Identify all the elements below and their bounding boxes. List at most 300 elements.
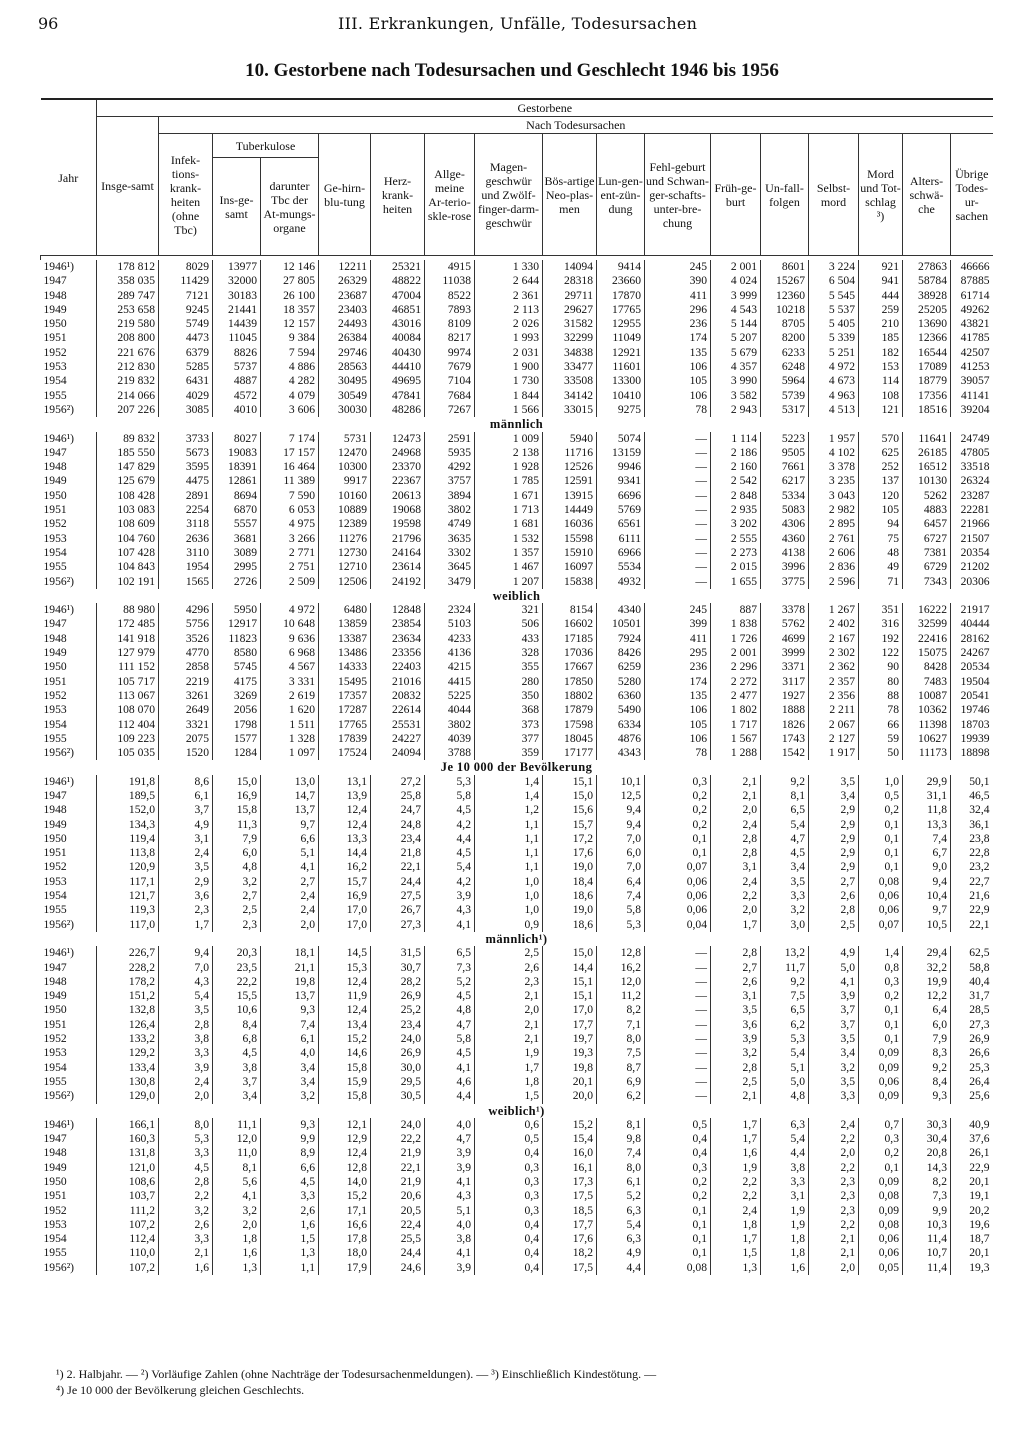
table-row	[41, 1232, 993, 1246]
col-header-unfallfolgen: Un-fall-folgen	[761, 134, 809, 256]
value-cell: 3302	[425, 546, 475, 560]
footnote-line-1: ¹) 2. Halbjahr. — ²) Vorläufige Zahlen (ohne Nachträge der Todesursachenmeldungen). — ³) Einschließlich Kindestötung. —	[56, 1367, 657, 1381]
value-cell: 226,7	[97, 946, 159, 960]
value-cell: 3110	[159, 546, 213, 560]
value-cell: 104 760	[97, 532, 159, 546]
value-cell: 21966	[951, 517, 993, 531]
value-cell: 17524	[319, 746, 371, 760]
value-cell: 8200	[761, 331, 809, 345]
section-label-row	[41, 1104, 993, 1118]
value-cell: 8522	[425, 289, 475, 303]
value-cell: 24,7	[371, 803, 425, 817]
value-cell: 2 943	[711, 403, 761, 417]
table-row	[41, 675, 993, 689]
value-cell: 21917	[951, 603, 993, 617]
value-cell: 47004	[371, 289, 425, 303]
value-cell: 90	[859, 660, 903, 674]
table-row	[41, 403, 993, 417]
value-cell: 1,8	[475, 1075, 543, 1089]
value-cell: 2,6	[809, 889, 859, 903]
value-cell: 4,5	[159, 1161, 213, 1175]
value-cell: 7267	[425, 403, 475, 417]
value-cell: 3 606	[261, 403, 319, 417]
value-cell: 17,2	[543, 832, 597, 846]
value-cell: 32,4	[951, 803, 993, 817]
value-cell: 6,3	[597, 1204, 645, 1218]
value-cell: 0,5	[475, 1132, 543, 1146]
value-cell: 4,5	[261, 1175, 319, 1189]
value-cell: 2 015	[711, 560, 761, 574]
value-cell: 10300	[319, 460, 371, 474]
value-cell: 0,06	[859, 1232, 903, 1246]
value-cell: 105 717	[97, 675, 159, 689]
value-cell: 1,6	[711, 1146, 761, 1160]
value-cell: 30183	[213, 289, 261, 303]
value-cell: 6431	[159, 374, 213, 388]
value-cell: 103,7	[97, 1189, 159, 1203]
value-cell: 17667	[543, 660, 597, 674]
value-cell: 3,4	[761, 860, 809, 874]
value-cell: 3,0	[761, 918, 809, 932]
value-cell: 3635	[425, 532, 475, 546]
value-cell: 1,2	[475, 803, 543, 817]
value-cell: 6,2	[761, 1018, 809, 1032]
value-cell: 570	[859, 432, 903, 446]
value-cell: 59	[859, 732, 903, 746]
value-cell: 5317	[761, 403, 809, 417]
value-cell: 941	[859, 274, 903, 288]
value-cell: 49262	[951, 303, 993, 317]
value-cell: 15,6	[543, 803, 597, 817]
value-cell: 3,7	[809, 1018, 859, 1032]
value-cell: 36,1	[951, 818, 993, 832]
value-cell: 2,2	[711, 889, 761, 903]
value-cell: 3,2	[213, 1204, 261, 1218]
value-cell: 9,4	[597, 803, 645, 817]
value-cell: 30549	[319, 389, 371, 403]
value-cell: 355	[475, 660, 543, 674]
year-cell: 1953	[43, 531, 67, 545]
year-cell: 1947	[43, 1132, 67, 1146]
value-cell: 127 979	[97, 646, 159, 660]
year-cell: 1949	[43, 1160, 67, 1174]
value-cell: 236	[645, 317, 711, 331]
value-cell: 19939	[951, 732, 993, 746]
value-cell: 350	[475, 689, 543, 703]
value-cell: 1 726	[711, 632, 761, 646]
value-cell: 58784	[903, 274, 951, 288]
value-cell: 20613	[371, 489, 425, 503]
value-cell: 11,0	[213, 1146, 261, 1160]
table-row	[41, 389, 993, 403]
value-cell: 2 357	[809, 675, 859, 689]
value-cell: 8601	[761, 260, 809, 274]
value-cell: 0,3	[475, 1189, 543, 1203]
value-cell: 0,2	[645, 789, 711, 803]
year-cell: 1956²)	[43, 917, 75, 931]
value-cell: 4306	[761, 517, 809, 531]
year-cell: 1947	[43, 788, 67, 802]
value-cell: 4,4	[425, 832, 475, 846]
value-cell: 2 761	[809, 532, 859, 546]
value-cell: 40444	[951, 617, 993, 631]
value-cell: 5769	[597, 503, 645, 517]
value-cell: —	[645, 1061, 711, 1075]
running-header	[38, 14, 978, 36]
value-cell: 10501	[597, 617, 645, 631]
section-label-row	[41, 417, 993, 431]
value-cell: 17089	[903, 360, 951, 374]
value-cell: 1,8	[213, 1232, 261, 1246]
value-cell: 4 975	[261, 517, 319, 531]
value-cell: 5 405	[809, 317, 859, 331]
value-cell: 2 138	[475, 446, 543, 460]
value-cell: —	[645, 1003, 711, 1017]
value-cell: 30,5	[371, 1089, 425, 1103]
year-cell: 1946¹)	[43, 603, 75, 617]
value-cell: 18,6	[543, 918, 597, 932]
table-row	[41, 946, 993, 960]
value-cell: 108,6	[97, 1175, 159, 1189]
value-cell: 19,7	[543, 1032, 597, 1046]
value-cell: 1 357	[475, 546, 543, 560]
value-cell: 2,8	[711, 946, 761, 960]
value-cell: 1 267	[809, 603, 859, 617]
value-cell: 2,7	[809, 875, 859, 889]
year-cell: 1950	[43, 660, 67, 674]
value-cell: 4,0	[425, 1118, 475, 1132]
value-cell: 3 235	[809, 474, 859, 488]
value-cell: 18045	[543, 732, 597, 746]
value-cell: 15,0	[213, 775, 261, 789]
value-cell: 28318	[543, 274, 597, 288]
value-cell: 5,1	[425, 1204, 475, 1218]
value-cell: 5749	[159, 317, 213, 331]
year-cell: 1955	[43, 731, 67, 745]
table-row	[41, 1018, 993, 1032]
value-cell: 12526	[543, 460, 597, 474]
value-cell: 189,5	[97, 789, 159, 803]
value-cell: 133,2	[97, 1032, 159, 1046]
value-cell: 9917	[319, 474, 371, 488]
value-cell: 15838	[543, 575, 597, 589]
value-cell: 295	[645, 646, 711, 660]
value-cell: 4,5	[425, 803, 475, 817]
section-label: Je 10 000 der Bevölkerung	[440, 760, 593, 775]
year-cell: 1953	[43, 703, 67, 717]
value-cell: 11429	[159, 274, 213, 288]
value-cell: 26,7	[371, 903, 425, 917]
value-cell: 1,8	[711, 1218, 761, 1232]
value-cell: 5 207	[711, 331, 761, 345]
value-cell: 328	[475, 646, 543, 660]
value-cell: 11,7	[761, 961, 809, 975]
value-cell: 26,9	[371, 989, 425, 1003]
value-cell: 4699	[761, 632, 809, 646]
value-cell: 399	[645, 617, 711, 631]
value-cell: 0,09	[859, 1204, 903, 1218]
value-cell: 78	[859, 703, 903, 717]
value-cell: 1 844	[475, 389, 543, 403]
value-cell: 19,0	[543, 903, 597, 917]
value-cell: 30,4	[903, 1132, 951, 1146]
header-gestorbene: Gestorbene	[97, 99, 993, 117]
value-cell: 19598	[371, 517, 425, 531]
value-cell: 1743	[761, 732, 809, 746]
value-cell: 3269	[213, 689, 261, 703]
value-cell: 2,0	[213, 1218, 261, 1232]
value-cell: 7,0	[597, 832, 645, 846]
value-cell: 75	[859, 532, 903, 546]
col-header-tbc-insgesamt: Ins-ge-samt	[213, 158, 261, 256]
value-cell: 28162	[951, 632, 993, 646]
value-cell: 1,4	[475, 789, 543, 803]
value-cell: 6,5	[425, 946, 475, 960]
value-cell: 1 620	[261, 703, 319, 717]
value-cell: 78	[645, 746, 711, 760]
value-cell: 12,4	[319, 803, 371, 817]
value-cell: 2,5	[213, 903, 261, 917]
value-cell: 390	[645, 274, 711, 288]
value-cell: 17870	[597, 289, 645, 303]
value-cell: 351	[859, 603, 903, 617]
value-cell: 22,1	[371, 1161, 425, 1175]
value-cell: 192	[859, 632, 903, 646]
year-cell: 1950	[43, 1175, 67, 1188]
value-cell: 5334	[761, 489, 809, 503]
value-cell: 3 331	[261, 675, 319, 689]
value-cell: 208 800	[97, 331, 159, 345]
value-cell: 5083	[761, 503, 809, 517]
table-row	[41, 1032, 993, 1046]
value-cell: 17598	[543, 718, 597, 732]
value-cell: 4,1	[425, 918, 475, 932]
value-cell: 1 785	[475, 474, 543, 488]
value-cell: 40,9	[951, 1118, 993, 1132]
value-cell: 11641	[903, 432, 951, 446]
value-cell: 23370	[371, 460, 425, 474]
value-cell: 4,5	[761, 846, 809, 860]
value-cell: 2 302	[809, 646, 859, 660]
value-cell: 4,7	[425, 1132, 475, 1146]
value-cell: 4,1	[213, 1189, 261, 1203]
year-cell: 1948	[43, 288, 67, 302]
value-cell: 12,4	[319, 975, 371, 989]
value-cell: —	[645, 546, 711, 560]
value-cell: 23,5	[213, 961, 261, 975]
value-cell: 3378	[761, 603, 809, 617]
value-cell: 8,1	[761, 789, 809, 803]
value-cell: 2,4	[261, 903, 319, 917]
table-row	[41, 818, 993, 832]
value-cell: 0,3	[859, 1132, 903, 1146]
value-cell: 3,5	[809, 775, 859, 789]
value-cell: 3085	[159, 403, 213, 417]
value-cell: 32,2	[903, 961, 951, 975]
value-cell: 0,06	[645, 889, 711, 903]
value-cell: 4 972	[261, 603, 319, 617]
value-cell: 4475	[159, 474, 213, 488]
value-cell: 17036	[543, 646, 597, 660]
value-cell: 3996	[761, 560, 809, 574]
value-cell: 29,4	[903, 946, 951, 960]
value-cell: 1,7	[159, 918, 213, 932]
header-nach-todesursachen: Nach Todesursachen	[159, 117, 993, 134]
value-cell: 43016	[371, 317, 425, 331]
year-cell: 1952	[43, 1203, 67, 1217]
value-cell: 5,4	[425, 860, 475, 874]
value-cell: 4,1	[809, 975, 859, 989]
value-cell: 1,0	[475, 903, 543, 917]
value-cell: 22,2	[213, 975, 261, 989]
value-cell: 2,6	[159, 1218, 213, 1232]
value-cell: 6457	[903, 517, 951, 531]
value-cell: 2,4	[809, 1118, 859, 1132]
table-row	[41, 1161, 993, 1175]
value-cell: 10160	[319, 489, 371, 503]
value-cell: 5673	[159, 446, 213, 460]
value-cell: 40430	[371, 346, 425, 360]
value-cell: 13,2	[761, 946, 809, 960]
col-header-selbstmord: Selbst-mord	[809, 134, 859, 256]
value-cell: 3,2	[809, 1061, 859, 1075]
value-cell: 147 829	[97, 460, 159, 474]
value-cell: 5285	[159, 360, 213, 374]
value-cell: 6,5	[761, 803, 809, 817]
page-number: 96	[38, 14, 59, 33]
value-cell: 2,4	[261, 889, 319, 903]
value-cell: —	[645, 1032, 711, 1046]
value-cell: 7679	[425, 360, 475, 374]
value-cell: 24,4	[371, 1246, 425, 1260]
value-cell: 1 681	[475, 517, 543, 531]
section-label: männlich¹)	[485, 931, 548, 946]
value-cell: 8,1	[213, 1161, 261, 1175]
value-cell: 3,5	[809, 1032, 859, 1046]
value-cell: 121,0	[97, 1161, 159, 1175]
value-cell: 12955	[597, 317, 645, 331]
value-cell: 4175	[213, 675, 261, 689]
value-cell: 13,3	[903, 818, 951, 832]
value-cell: 2 935	[711, 503, 761, 517]
value-cell: 23634	[371, 632, 425, 646]
value-cell: 24267	[951, 646, 993, 660]
value-cell: 17,9	[319, 1261, 371, 1275]
value-cell: 6,0	[213, 846, 261, 860]
value-cell: 8109	[425, 317, 475, 331]
value-cell: 359	[475, 746, 543, 760]
value-cell: 1,3	[711, 1261, 761, 1275]
value-cell: 58,8	[951, 961, 993, 975]
value-cell: 3,3	[809, 1089, 859, 1103]
value-cell: 32599	[903, 617, 951, 631]
value-cell: 23287	[951, 489, 993, 503]
value-cell: 5 537	[809, 303, 859, 317]
value-cell: 5534	[597, 560, 645, 574]
value-cell: 0,2	[645, 1175, 711, 1189]
value-cell: 3757	[425, 474, 475, 488]
value-cell: 17,1	[319, 1204, 371, 1218]
value-cell: 4 886	[261, 360, 319, 374]
value-cell: 12 146	[261, 260, 319, 274]
value-cell: 2,1	[159, 1246, 213, 1260]
value-cell: 6360	[597, 689, 645, 703]
value-cell: 26384	[319, 331, 371, 345]
value-cell: 3,9	[159, 1061, 213, 1075]
value-cell: 3,9	[425, 1261, 475, 1275]
value-cell: 15,3	[319, 961, 371, 975]
value-cell: 11,4	[903, 1232, 951, 1246]
value-cell: 12,8	[597, 946, 645, 960]
value-cell: 0,06	[859, 1075, 903, 1089]
value-cell: 2,4	[159, 1075, 213, 1089]
value-cell: 4,8	[761, 1089, 809, 1103]
value-cell: 1 330	[475, 260, 543, 274]
value-cell: 1 207	[475, 575, 543, 589]
value-cell: 17 157	[261, 446, 319, 460]
value-cell: 17765	[319, 718, 371, 732]
table-row	[41, 532, 993, 546]
value-cell: 12 157	[261, 317, 319, 331]
value-cell: 2,2	[809, 1132, 859, 1146]
value-cell: 111 152	[97, 660, 159, 674]
value-cell: 1 532	[475, 532, 543, 546]
value-cell: 4,3	[425, 1189, 475, 1203]
value-cell: 26,6	[951, 1046, 993, 1060]
year-cell: 1952	[43, 1032, 67, 1046]
value-cell: 6,3	[597, 1232, 645, 1246]
value-cell: 4 543	[711, 303, 761, 317]
value-cell: 2 067	[809, 718, 859, 732]
value-cell: 31,1	[903, 789, 951, 803]
value-cell: 22367	[371, 474, 425, 488]
value-cell: 6,1	[597, 1175, 645, 1189]
year-cell: 1948	[43, 803, 67, 817]
value-cell: 1,7	[711, 918, 761, 932]
value-cell: 2 211	[809, 703, 859, 717]
value-cell: 2 186	[711, 446, 761, 460]
value-cell: 6,3	[761, 1118, 809, 1132]
value-cell: 2,1	[809, 1246, 859, 1260]
value-cell: 12506	[319, 575, 371, 589]
col-header-jahr: Jahr	[41, 99, 97, 256]
value-cell: 2 982	[809, 503, 859, 517]
value-cell: 2,7	[711, 961, 761, 975]
section-label: weiblich	[492, 588, 541, 603]
value-cell: 22,2	[371, 1132, 425, 1146]
value-cell: 411	[645, 289, 711, 303]
value-cell: 10889	[319, 503, 371, 517]
value-cell: 11601	[597, 360, 645, 374]
value-cell: 21507	[951, 532, 993, 546]
value-cell: 1,4	[859, 946, 903, 960]
value-cell: 12710	[319, 560, 371, 574]
value-cell: 16544	[903, 346, 951, 360]
value-cell: —	[645, 575, 711, 589]
value-cell: 44410	[371, 360, 425, 374]
value-cell: 1 713	[475, 503, 543, 517]
value-cell: 62,5	[951, 946, 993, 960]
value-cell: 2,8	[711, 846, 761, 860]
value-cell: 2 113	[475, 303, 543, 317]
year-cell: 1947	[43, 617, 67, 631]
value-cell: 13,9	[319, 789, 371, 803]
value-cell: 26,1	[951, 1146, 993, 1160]
year-cell: 1951	[43, 846, 67, 860]
value-cell: 152,0	[97, 803, 159, 817]
value-cell: 5739	[761, 389, 809, 403]
value-cell: 47805	[951, 446, 993, 460]
